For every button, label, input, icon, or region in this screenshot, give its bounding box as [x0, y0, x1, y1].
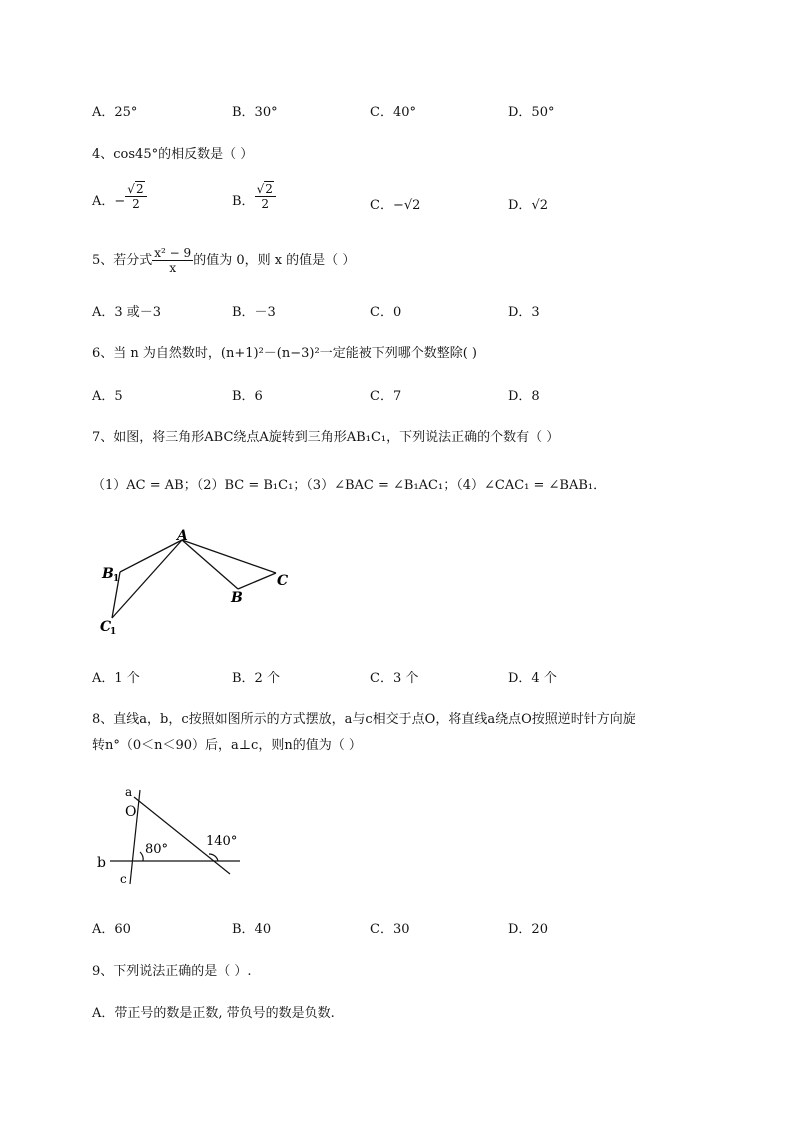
- q4-option-a-fraction: $\frac{√2}{2}$: [125, 182, 146, 211]
- q8-stem-line1: 8、直线a，b，c按照如图所示的方式摆放，a与c相交于点O，将直线a绕点O按照逆时针方向旋: [92, 712, 636, 727]
- q4-option-d: [508, 194, 548, 213]
- q8-option-d: D．20: [508, 922, 548, 937]
- q4-option-b-denominator: 2: [261, 197, 270, 211]
- q7-label-a: A: [177, 528, 188, 544]
- q5-stem-suffix: 的值为 0，则 x 的值是（ ）: [193, 253, 356, 268]
- q8-stem-line2: 转n°（0＜n＜90）后，a⊥c，则n的值为（ ）: [92, 738, 362, 753]
- q4-option-b-label: B．: [232, 194, 255, 209]
- q3-option-d: D．50°: [508, 105, 555, 120]
- q8-arc-80: [140, 852, 143, 861]
- q4-option-c-value: −√2: [392, 198, 421, 213]
- q7-label-c1: C: [100, 619, 112, 635]
- q9-option-a: A．带正号的数是正数, 带负号的数是负数.: [92, 1006, 335, 1021]
- q5-option-a: A．3 或－3: [92, 305, 162, 320]
- q4-option-d-value: √2: [531, 198, 548, 213]
- q5-stem-prefix: 5、若分式: [92, 253, 153, 268]
- q4-option-a-radicand: 2: [135, 182, 144, 196]
- q8-label-a: a: [125, 785, 133, 799]
- q7-label-b: B: [231, 590, 243, 606]
- q6-option-c: C．7: [370, 389, 402, 404]
- q4-option-c-label: C．: [370, 198, 393, 213]
- q8-options: [92, 918, 732, 942]
- q7-segment-ab1: [120, 540, 182, 572]
- q4-option-b: [232, 182, 276, 211]
- q7-options: [92, 667, 732, 691]
- q7-stem: 7、如图，将三角形ABC绕点A旋转到三角形AB₁C₁，下列说法正确的个数有（ ）: [92, 430, 560, 445]
- q5-fraction: [152, 246, 193, 275]
- q6-stem: 6、当 n 为自然数时，(n+1)²－(n−3)²一定能被下列哪个数整除( ): [92, 346, 477, 361]
- q8-label-c: c: [120, 872, 127, 886]
- q8-option-a: A．60: [92, 922, 131, 937]
- q7-segment-ac: [182, 540, 276, 573]
- q5-option-d: D．3: [508, 305, 540, 320]
- q6-options: [92, 385, 732, 409]
- q5-option-b: B．－3: [232, 305, 276, 320]
- q3-option-b: B．30°: [232, 105, 278, 120]
- q7-segment-ab: [182, 540, 238, 589]
- q7-option-a: A．1 个: [92, 671, 140, 686]
- q4-option-a-denominator: 2: [132, 197, 140, 211]
- q9-stem: 9、下列说法正确的是（ ）.: [92, 964, 252, 979]
- q7-label-b1: B: [102, 566, 114, 582]
- q4-option-c: [370, 194, 420, 213]
- q5-stem: [92, 246, 355, 275]
- q3-options: [92, 101, 732, 125]
- q4-option-b-radicand: 2: [265, 182, 273, 196]
- q6-option-a: A．5: [92, 389, 123, 404]
- q7-label-c1-sub: 1: [110, 627, 117, 637]
- q7-segment-ac1: [112, 540, 182, 618]
- q5-fraction-denominator: x: [169, 261, 177, 275]
- q5-option-c: C．0: [370, 305, 402, 320]
- q7-segment-bc: [238, 573, 276, 589]
- q5-options: [92, 301, 732, 325]
- q6-option-d: D．8: [508, 389, 540, 404]
- q4-options: [92, 184, 732, 220]
- q7-option-d: D．4 个: [508, 671, 557, 686]
- q7-label-c: C: [277, 573, 289, 589]
- q4-option-a-sign: −: [114, 194, 126, 209]
- q3-option-c: C．40°: [370, 105, 416, 120]
- q4-option-a: [92, 182, 147, 211]
- q7-option-c: C．3 个: [370, 671, 419, 686]
- q7-figure: [95, 525, 305, 640]
- q8-figure: [92, 782, 242, 887]
- q5-fraction-numerator: x² − 9: [154, 246, 192, 260]
- q4-option-a-label: A．: [92, 194, 115, 209]
- q4-option-d-label: D．: [508, 198, 532, 213]
- q7-option-b: B．2 个: [232, 671, 280, 686]
- q4-stem: 4、cos45°的相反数是（ ）: [92, 147, 254, 162]
- q8-option-c: C．30: [370, 922, 410, 937]
- q3-option-a: A．25°: [92, 105, 138, 120]
- q8-label-o: O: [125, 804, 137, 820]
- q4-option-b-fraction: $\frac{√2}{2}$: [255, 182, 276, 211]
- q8-angle-140: 140°: [206, 834, 238, 849]
- q7-statements: （1）AC = AB；（2）BC = B₁C₁；（3）∠BAC = ∠B₁AC₁；（4）∠CAC₁ = ∠BAB₁．: [92, 478, 607, 493]
- q6-option-b: B．6: [232, 389, 263, 404]
- q8-label-b: b: [97, 855, 106, 871]
- q7-label-b1-sub: 1: [113, 574, 120, 584]
- q8-option-b: B．40: [232, 922, 272, 937]
- q8-angle-80: 80°: [145, 842, 169, 857]
